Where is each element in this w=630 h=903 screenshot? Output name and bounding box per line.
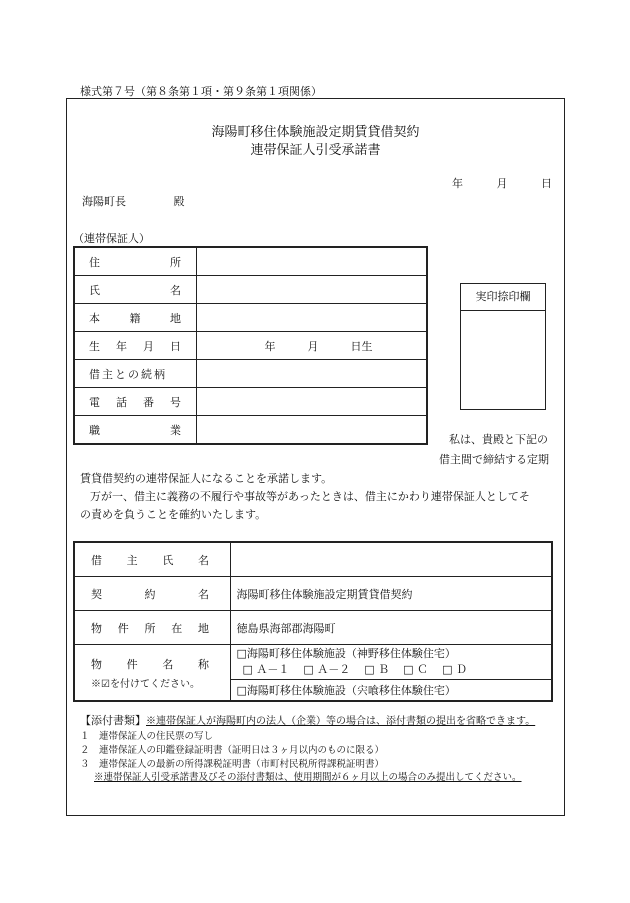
date-line: [452, 175, 552, 191]
label-property-name: 物 件 名 称 ※☑を付けてください。: [74, 645, 230, 702]
borrower-name-field[interactable]: [230, 542, 552, 577]
table-row: [74, 304, 427, 332]
date-year: 年: [452, 177, 463, 190]
property-location-value: 徳島県海部郡海陽町: [230, 611, 552, 645]
dob-year: 年: [264, 339, 276, 353]
guarantor-section-label: （連帯保証人）: [73, 232, 150, 245]
address-field[interactable]: [196, 247, 427, 276]
label-name: 氏 名: [74, 276, 196, 304]
table-row: [74, 416, 427, 445]
table-row: [74, 247, 427, 276]
contract-table: [73, 541, 553, 702]
table-row: [74, 360, 427, 388]
label-borrower-name: 借 主 氏 名: [74, 542, 230, 577]
attachments-heading: [80, 712, 535, 728]
attachment-item: ３ 連帯保証人の最新の所得課税証明書（市町村民税所得課税証明書）: [80, 759, 385, 770]
option-shishikui[interactable]: □海陽町移住体験施設（宍喰移住体験住宅）: [230, 680, 552, 702]
occupation-field[interactable]: [196, 416, 427, 445]
table-row: [74, 332, 427, 360]
statement-body-1: 賃貸借契約の連帯保証人になることを承諾します。: [80, 472, 333, 485]
label-relationship: 借主との続柄: [74, 360, 196, 388]
form-reference: 様式第７号（第８条第１項・第９条第１項関係）: [80, 85, 322, 98]
statement-side-1: 私は、貴殿と下記の: [449, 433, 548, 446]
unit-c-checkbox[interactable]: □ Ｃ: [403, 663, 429, 676]
table-row: [74, 577, 552, 611]
label-birthdate: 生 年 月 日: [74, 332, 196, 360]
attachments-exemption-note: ※連帯保証人が海陽町内の法人（企業）等の場合は、添付書類の提出を省略できます。: [146, 716, 536, 727]
phone-field[interactable]: [196, 388, 427, 416]
option-kanno-label: □海陽町移住体験施設（神野移住体験住宅）: [236, 647, 456, 660]
date-month: 月: [496, 177, 508, 190]
table-row: [74, 388, 427, 416]
unit-a1-checkbox[interactable]: □ Ａ－１: [242, 663, 290, 676]
table-row: [74, 276, 427, 304]
attachment-item: １ 連帯保証人の住民票の写し: [80, 731, 214, 742]
document-title: 海陽町移住体験施設定期賃貸借契約: [211, 125, 420, 140]
option-kanno-units: [237, 662, 552, 678]
attachments-condition-note: ※連帯保証人引受承諾書及びその添付書類は、使用期間が６ヶ月以上の場合のみ提出してください。: [94, 772, 522, 783]
seal-box: [460, 283, 546, 410]
property-note: ※☑を付けてください。: [91, 678, 200, 690]
contract-name-value: 海陽町移住体験施設定期賃貸借契約: [230, 577, 552, 611]
guarantor-table: [73, 246, 428, 445]
seal-box-label: 実印捺印欄: [461, 284, 545, 311]
birthdate-field[interactable]: [196, 332, 427, 360]
label-property-location: 物 件 所 在 地: [74, 611, 230, 645]
addressee: [82, 193, 185, 209]
option-kanno[interactable]: [230, 645, 552, 680]
unit-a2-checkbox[interactable]: □ Ａ－２: [303, 663, 351, 676]
statement-body-3: の責めを負うことを確約いたします。: [80, 508, 267, 521]
document-subtitle: 連帯保証人引受承諾書: [250, 143, 381, 158]
attachment-item: ２ 連帯保証人の印鑑登録証明書（証明日は３ヶ月以内のものに限る）: [80, 745, 385, 756]
statement-body-2: 万が一、借主に義務の不履行や事故等があったときは、借主にかわり連帯保証人としてそ: [90, 490, 530, 503]
label-domicile: 本 籍 地: [74, 304, 196, 332]
table-row: [74, 542, 552, 577]
label-contract-name: 契 約 名: [74, 577, 230, 611]
attachments-title: 【添付書類】: [80, 714, 146, 727]
relationship-field[interactable]: [196, 360, 427, 388]
date-day: 日: [541, 177, 552, 190]
table-row: [74, 645, 552, 680]
unit-d-checkbox[interactable]: □ Ｄ: [442, 663, 467, 676]
dob-day: 日生: [350, 339, 373, 353]
label-occupation: 職 業: [74, 416, 196, 445]
unit-b-checkbox[interactable]: □ Ｂ: [364, 663, 390, 676]
addressee-honorific: 殿: [173, 195, 185, 208]
statement-side-2: 借主間で締結する定期: [439, 453, 549, 466]
domicile-field[interactable]: [196, 304, 427, 332]
addressee-name: 海陽町長: [82, 195, 126, 208]
dob-month: 月: [307, 339, 319, 353]
label-address: 住 所: [74, 247, 196, 276]
label-phone: 電 話 番 号: [74, 388, 196, 416]
table-row: [74, 611, 552, 645]
name-field[interactable]: [196, 276, 427, 304]
